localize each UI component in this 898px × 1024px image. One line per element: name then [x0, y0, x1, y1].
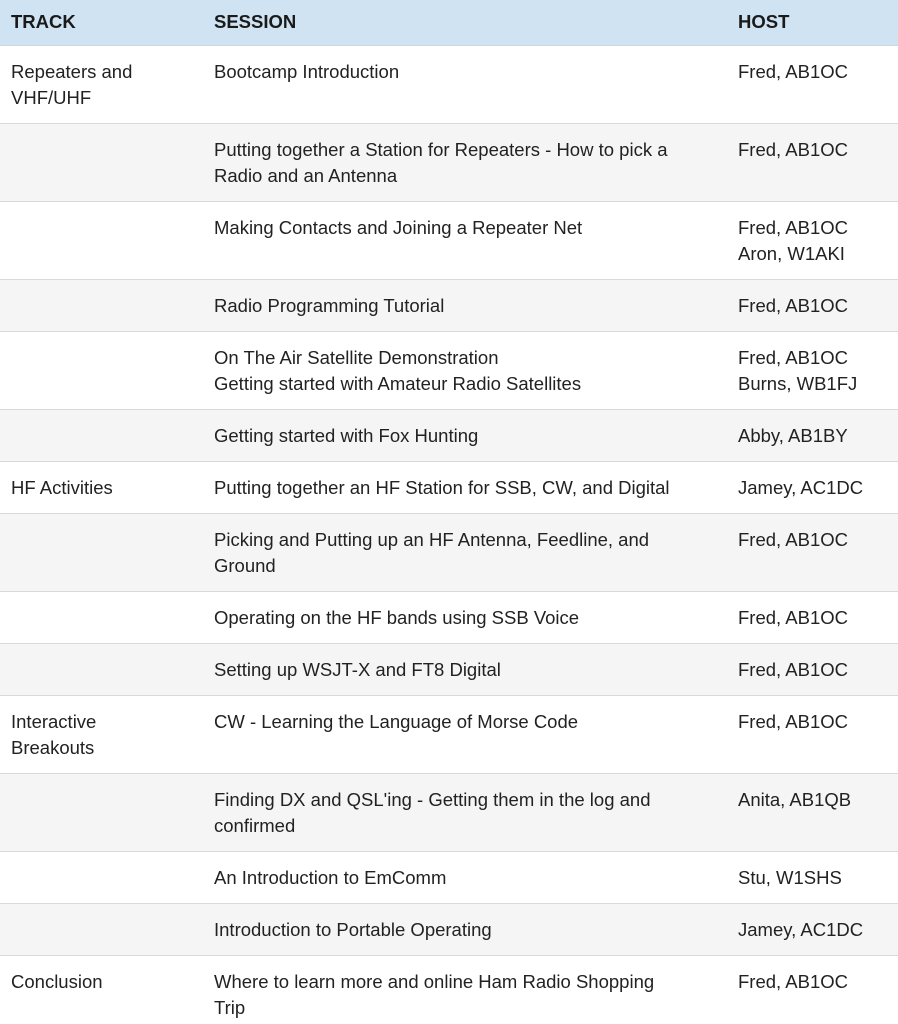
host-text-line: Jamey, AC1DC [738, 918, 864, 940]
host-text-line: Stu, W1SHS [738, 866, 842, 888]
track-text-line: Breakouts [11, 737, 95, 758]
table-row [0, 903, 898, 955]
table-row [0, 643, 898, 695]
header-host: HOST [727, 0, 898, 45]
cell-track [0, 201, 203, 279]
table-row [0, 123, 898, 201]
cell-host [727, 45, 898, 123]
table-header [0, 0, 898, 45]
cell-session [203, 513, 727, 591]
host-text-line: Fred, AB1OC [738, 658, 849, 680]
cell-track [0, 851, 203, 903]
session-text-line: CW - Learning the Language of Morse Code [214, 710, 579, 732]
host-text-line: Fred, AB1OC [738, 710, 849, 732]
cell-host [727, 461, 898, 513]
cell-track [0, 409, 203, 461]
session-text-line: Making Contacts and Joining a Repeater Net [214, 216, 583, 238]
table-row [0, 45, 898, 123]
table-row [0, 461, 898, 513]
session-text-line: Radio Programming Tutorial [214, 294, 445, 316]
table-row [0, 331, 898, 409]
cell-host [727, 409, 898, 461]
host-text-line: Fred, AB1OC [738, 970, 849, 992]
table-row [0, 955, 898, 1024]
session-text-line: Operating on the HF bands using SSB Voice [214, 606, 580, 628]
host-text-line: Fred, AB1OC [738, 138, 849, 160]
table-row [0, 591, 898, 643]
session-text-line: Trip [214, 997, 246, 1018]
host-text-line: Fred, AB1OC [738, 60, 849, 82]
cell-session [203, 123, 727, 201]
track-text-line: Interactive [11, 710, 97, 732]
host-text-line: Fred, AB1OC [738, 216, 849, 238]
table-row [0, 279, 898, 331]
header-session: SESSION [203, 0, 727, 45]
cell-track [0, 903, 203, 955]
host-text-line: Fred, AB1OC [738, 294, 849, 316]
host-text-line: Jamey, AC1DC [738, 476, 864, 498]
session-text-line: Getting started with Amateur Radio Satellites [214, 373, 582, 394]
session-text-line: Ground [214, 555, 276, 576]
cell-track [0, 695, 203, 773]
cell-session [203, 591, 727, 643]
cell-session [203, 45, 727, 123]
session-text-line: Putting together an HF Station for SSB, CW, and Digital [214, 476, 670, 498]
session-text-line: Radio and an Antenna [214, 165, 398, 186]
cell-host [727, 955, 898, 1024]
cell-host [727, 903, 898, 955]
session-text-line: Putting together a Station for Repeaters - How to pick a [214, 138, 668, 160]
host-text-line: Abby, AB1BY [738, 424, 848, 446]
cell-host [727, 773, 898, 851]
cell-host [727, 591, 898, 643]
cell-host [727, 279, 898, 331]
cell-track [0, 955, 203, 1024]
session-text-line: Getting started with Fox Hunting [214, 424, 479, 446]
cell-host [727, 695, 898, 773]
session-text-line: confirmed [214, 815, 296, 836]
cell-host [727, 331, 898, 409]
cell-session [203, 279, 727, 331]
table-row [0, 409, 898, 461]
session-text-line: Introduction to Portable Operating [214, 918, 492, 940]
table-row [0, 851, 898, 903]
cell-track [0, 773, 203, 851]
cell-track [0, 331, 203, 409]
session-text-line: An Introduction to EmComm [214, 866, 447, 888]
track-text-line: VHF/UHF [11, 87, 92, 108]
cell-host [727, 643, 898, 695]
header-track: TRACK [0, 0, 203, 45]
cell-session [203, 461, 727, 513]
host-text-line: Fred, AB1OC [738, 606, 849, 628]
table-row [0, 695, 898, 773]
cell-session [203, 409, 727, 461]
cell-track [0, 643, 203, 695]
table-row [0, 201, 898, 279]
cell-track [0, 461, 203, 513]
cell-host [727, 851, 898, 903]
session-text-line: Picking and Putting up an HF Antenna, Feedline, and [214, 528, 650, 550]
cell-track [0, 45, 203, 123]
table-body [0, 45, 898, 1024]
host-text-line: Anita, AB1QB [738, 788, 852, 810]
session-text-line: Bootcamp Introduction [214, 60, 400, 82]
cell-session [203, 695, 727, 773]
host-text-line: Burns, WB1FJ [738, 373, 858, 394]
cell-session [203, 773, 727, 851]
host-text-line: Aron, W1AKI [738, 243, 845, 264]
table-row [0, 773, 898, 851]
session-text-line: Where to learn more and online Ham Radio Shopping [214, 970, 655, 992]
track-text-line: Conclusion [11, 970, 103, 992]
cell-session [203, 851, 727, 903]
cell-host [727, 513, 898, 591]
session-text-line: Setting up WSJT-X and FT8 Digital [214, 658, 501, 680]
cell-session [203, 955, 727, 1024]
cell-session [203, 331, 727, 409]
host-text-line: Fred, AB1OC [738, 346, 849, 368]
track-text-line: HF Activities [11, 476, 113, 498]
header-row [0, 0, 898, 45]
cell-track [0, 513, 203, 591]
table-row [0, 513, 898, 591]
session-text-line: On The Air Satellite Demonstration [214, 346, 499, 368]
cell-track [0, 279, 203, 331]
host-text-line: Fred, AB1OC [738, 528, 849, 550]
track-text-line: Repeaters and [11, 60, 133, 82]
session-text-line: Finding DX and QSL'ing - Getting them in the log and [214, 788, 651, 810]
cell-session [203, 201, 727, 279]
cell-track [0, 591, 203, 643]
cell-track [0, 123, 203, 201]
cell-session [203, 643, 727, 695]
cell-host [727, 201, 898, 279]
cell-session [203, 903, 727, 955]
cell-host [727, 123, 898, 201]
